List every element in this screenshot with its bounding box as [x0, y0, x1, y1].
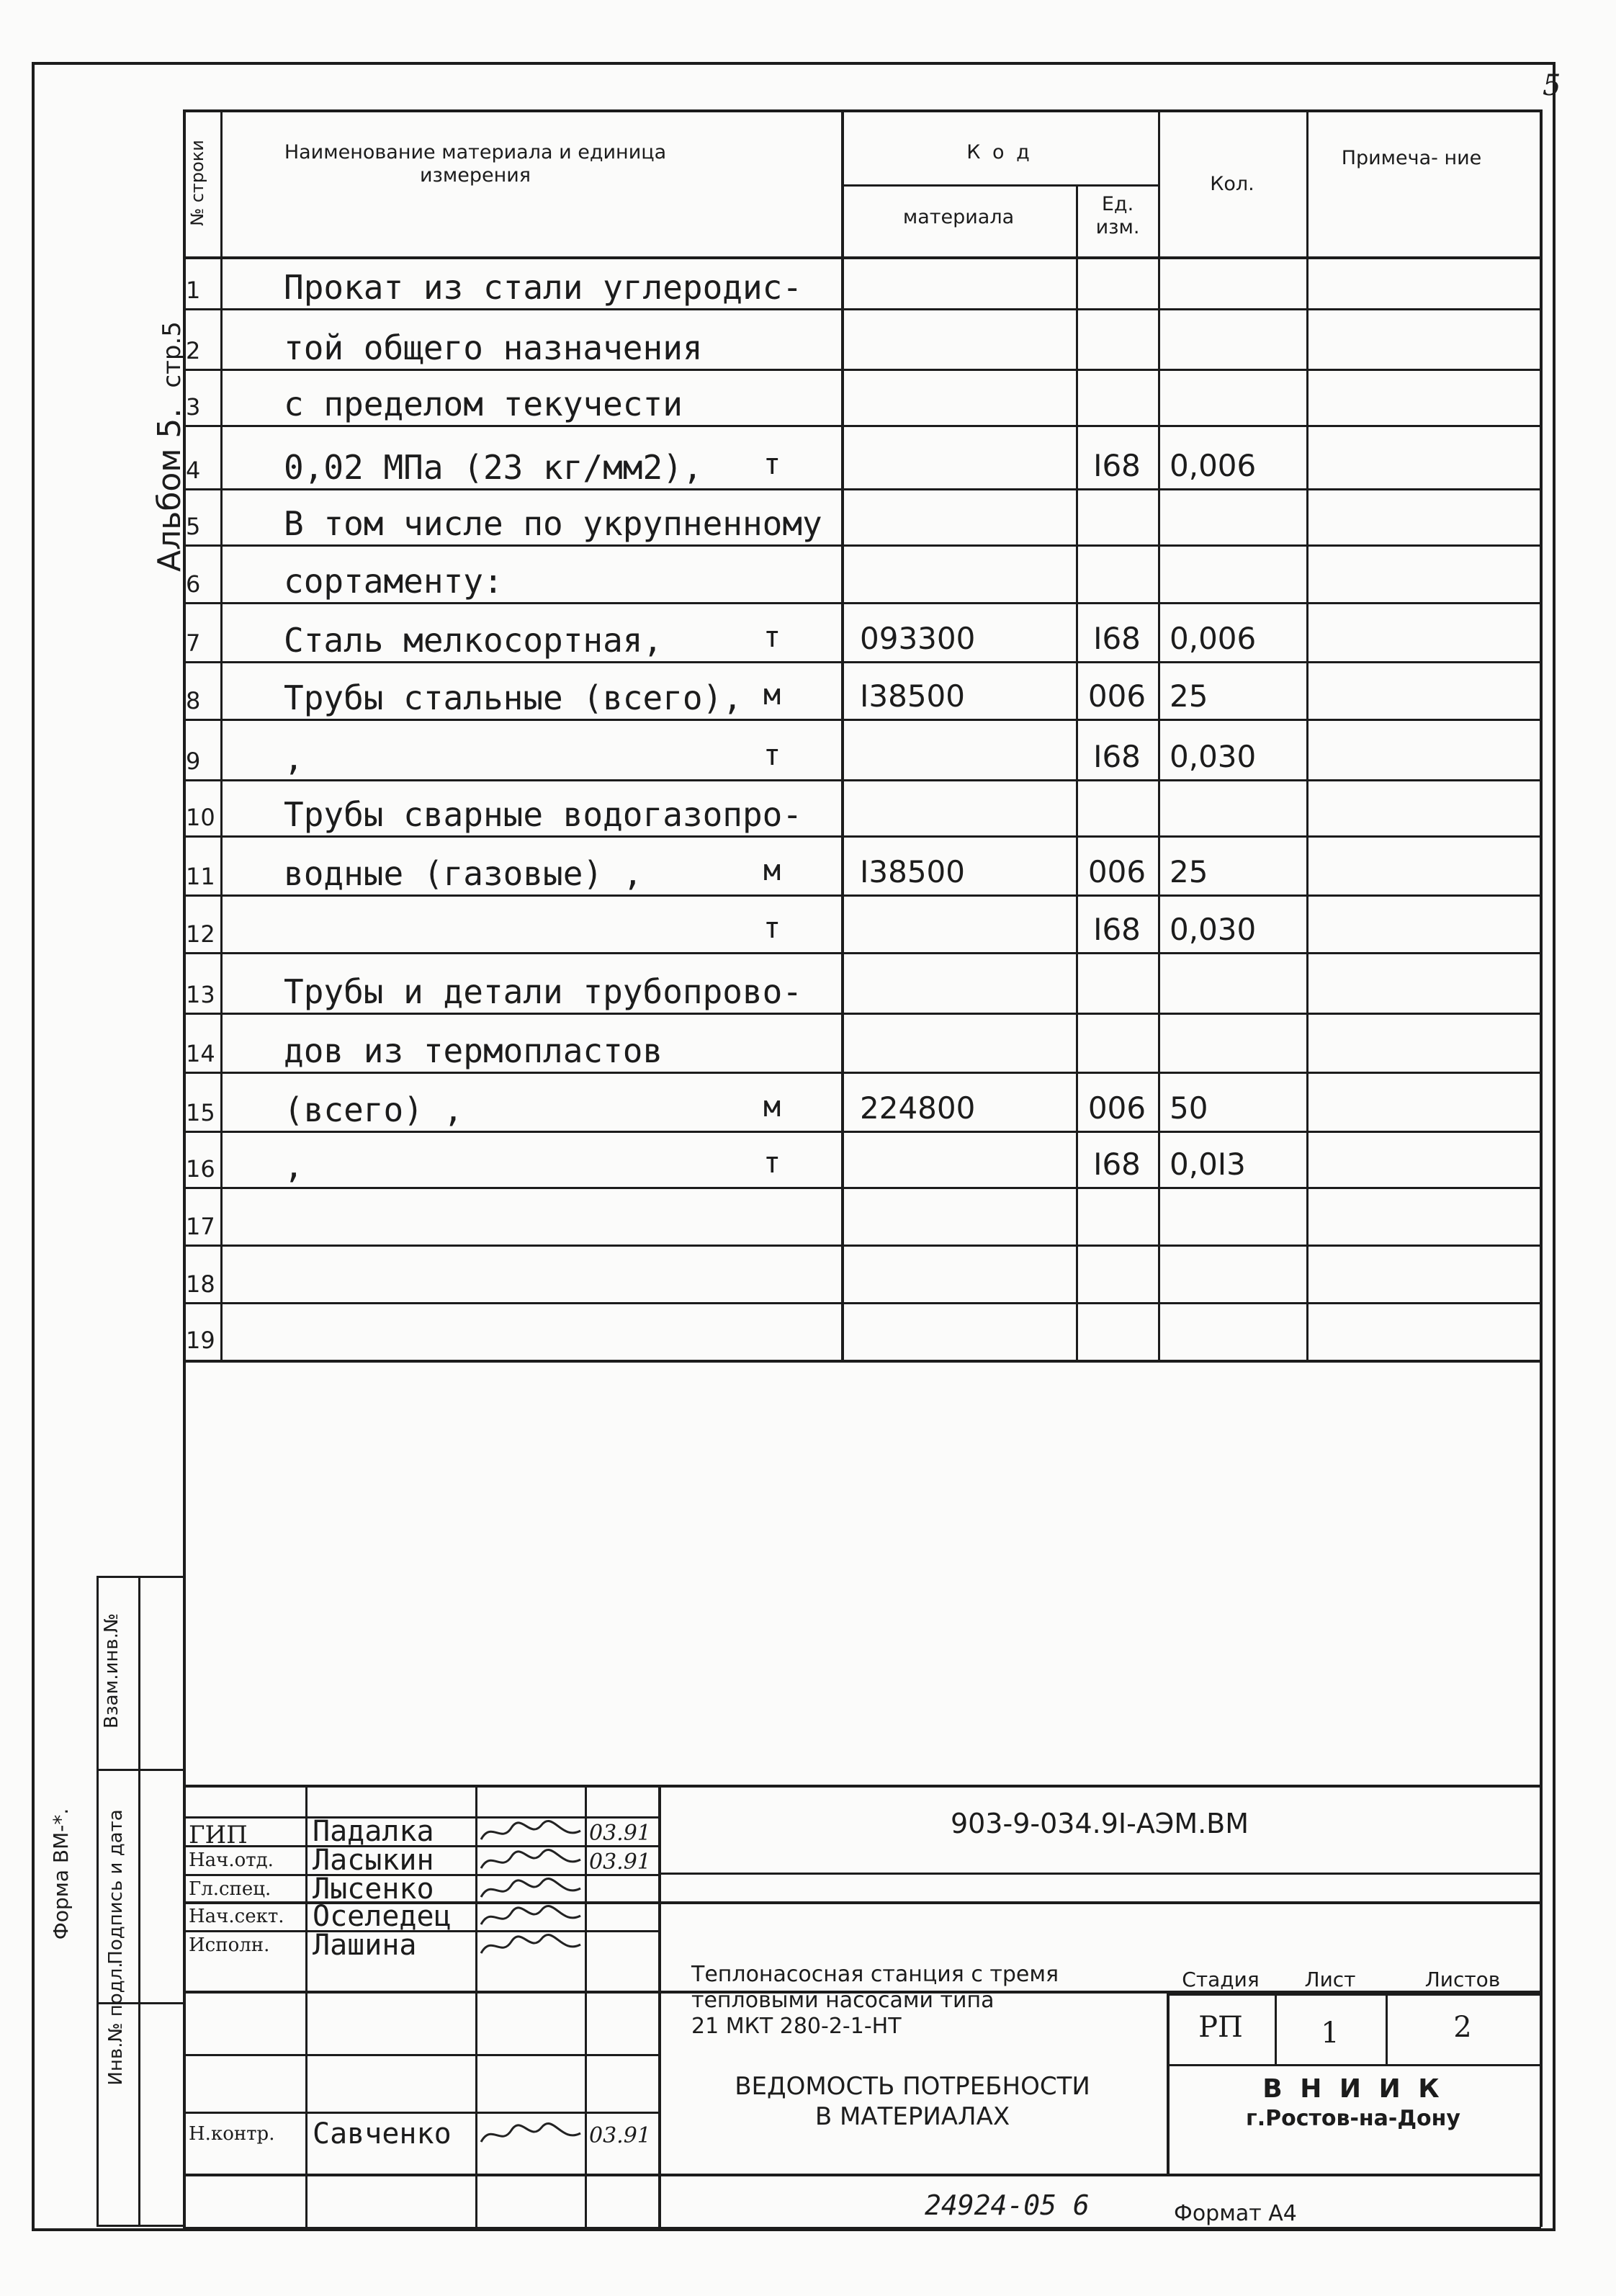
header-name: Наименование материала и единица измерения [284, 141, 667, 187]
row-code: 224800 [860, 1090, 976, 1126]
signer-role: Нач.сект. [189, 1906, 284, 1927]
signer-name: Падалка [313, 1815, 434, 1848]
project-line-3: 21 МКТ 280-2-1-НТ [691, 2014, 902, 2039]
row-number: 5 [186, 513, 201, 540]
project-line-1: Теплонасосная станция с тремя [691, 1962, 1059, 1987]
row-name: водные (газовые) , [284, 854, 643, 893]
organization: В Н И И К [1262, 2074, 1444, 2104]
header-note: Примеча- ние [1341, 147, 1482, 169]
table-row [183, 954, 1541, 1014]
stage-label: Стадия [1182, 1968, 1260, 1991]
table-row [183, 837, 1541, 896]
stage-value: РП [1198, 2011, 1243, 2044]
sheets-value: 2 [1453, 2011, 1472, 2044]
table-row [183, 663, 1541, 720]
row-number: 2 [186, 337, 201, 364]
header-code: К о д [966, 141, 1033, 163]
row-unit: 006 [1087, 854, 1146, 889]
header-qty: Кол. [1210, 173, 1254, 195]
album-page: стр.5 [158, 321, 187, 388]
row-number: 9 [186, 748, 201, 775]
row-unit-symbol: т [763, 448, 781, 481]
table-row [183, 1073, 1541, 1132]
stamp-sign: Подпись и дата [105, 1809, 127, 1965]
table-row [183, 426, 1541, 490]
row-name: Трубы и детали трубопрово- [284, 972, 803, 1011]
row-number: 6 [186, 570, 201, 598]
row-number: 8 [186, 687, 201, 714]
signer-role: ГИП [189, 1821, 248, 1849]
row-name: дов из термопластов [284, 1031, 663, 1070]
handwritten-signature [477, 1847, 585, 1875]
row-unit: I68 [1093, 621, 1141, 656]
table-row [183, 546, 1541, 604]
row-number: 15 [186, 1099, 215, 1126]
table-row [183, 490, 1541, 546]
signer-name: Лысенко [313, 1873, 434, 1906]
paper-format: Формат А4 [1174, 2201, 1297, 2226]
row-qty: 0,0I3 [1170, 1147, 1246, 1182]
stamp-replace: Взам.инв.№ [101, 1613, 122, 1728]
row-name: Прокат из стали углеродис- [284, 268, 803, 307]
project-line-2: тепловыми насосами типа [691, 1988, 995, 2013]
row-unit: I68 [1093, 912, 1141, 947]
table-row [183, 1132, 1541, 1188]
row-number: 10 [186, 804, 215, 831]
row-unit: 006 [1087, 678, 1146, 714]
handwritten-signature [477, 1875, 585, 1904]
row-number: 11 [186, 863, 215, 890]
signer-role: Исполн. [189, 1934, 270, 1956]
header-row-no: № строки [187, 140, 207, 226]
row-number: 3 [186, 393, 201, 421]
sheet-value: 1 [1321, 2017, 1339, 2050]
row-unit: I68 [1093, 448, 1141, 483]
row-number: 18 [186, 1270, 215, 1298]
document-code: 903-9-034.9I-АЭМ.ВМ [950, 1808, 1249, 1839]
row-name: сортаменту: [284, 562, 503, 601]
signer-name: Савченко [313, 2117, 452, 2151]
table-row [183, 310, 1541, 370]
row-qty: 0,030 [1170, 739, 1257, 774]
sheet-label: Лист [1304, 1968, 1356, 1991]
row-number: 14 [186, 1040, 215, 1067]
row-name: Трубы стальные (всего), [284, 678, 742, 717]
archive-number: 24924-05 6 [925, 2189, 1090, 2221]
row-number: 16 [186, 1155, 215, 1183]
row-unit: I68 [1093, 739, 1141, 774]
row-code: 093300 [860, 621, 976, 656]
table-row [183, 370, 1541, 426]
header-unit: Ед. изм. [1095, 193, 1140, 238]
row-number: 19 [186, 1327, 215, 1354]
row-qty: 25 [1170, 678, 1208, 714]
row-number: 12 [186, 920, 215, 948]
signature-date: 03.91 [589, 1821, 651, 1846]
organization-city: г.Ростов-на-Дону [1246, 2106, 1460, 2131]
row-name: , [284, 739, 304, 778]
row-number: 4 [186, 457, 201, 484]
row-unit-symbol: м [763, 1090, 781, 1124]
form-label: Форма ВМ-*. [49, 1808, 73, 1940]
header-row-no-cell [183, 109, 220, 256]
row-qty: 0,006 [1170, 448, 1257, 483]
row-name: , [284, 1147, 304, 1185]
album-text: Альбом 5. [151, 408, 188, 572]
row-number: 7 [186, 629, 201, 657]
table-row [183, 896, 1541, 954]
signer-role: Гл.спец. [189, 1878, 271, 1900]
handwritten-signature [477, 2120, 585, 2149]
signer-name: Ласыкин [313, 1844, 434, 1877]
row-qty: 50 [1170, 1090, 1208, 1126]
handwritten-signature [477, 1903, 585, 1932]
table-row [183, 1188, 1541, 1246]
table-row [183, 1014, 1541, 1073]
handwritten-signature [477, 1932, 585, 1960]
row-qty: 0,006 [1170, 621, 1257, 656]
doc-title-line-1: ВЕДОМОСТЬ ПОТРЕБНОСТИ [735, 2072, 1090, 2101]
signer-name: Лашина [313, 1929, 417, 1962]
row-name: В том числе по укрупненному [284, 504, 822, 543]
project-title [691, 1962, 1059, 2040]
row-qty: 0,030 [1170, 912, 1257, 947]
signer-role: Нач.отд. [189, 1849, 274, 1871]
table-row [183, 604, 1541, 663]
sheets-label: Листов [1424, 1968, 1501, 1991]
table-row [183, 781, 1541, 837]
stamp-inv: Инв.№ подл. [105, 1962, 127, 2086]
row-code: I38500 [860, 854, 965, 889]
row-unit: I68 [1093, 1147, 1141, 1182]
row-qty: 25 [1170, 854, 1208, 889]
row-unit-symbol: м [763, 854, 781, 887]
row-unit: 006 [1087, 1090, 1146, 1126]
doc-title-line-2: В МАТЕРИАЛАХ [814, 2102, 1010, 2131]
row-name: (всего) , [284, 1090, 464, 1129]
row-number: 13 [186, 981, 215, 1008]
page-number: 5 [1543, 69, 1561, 102]
table-row [183, 1246, 1541, 1304]
table-row [183, 1304, 1541, 1360]
signature-date: 03.91 [589, 1849, 651, 1875]
row-unit-symbol: м [763, 678, 781, 712]
row-number: 17 [186, 1213, 215, 1240]
row-name: с пределом текучести [284, 385, 683, 423]
row-name: той общего назначения [284, 328, 703, 367]
row-unit-symbol: т [763, 739, 781, 772]
signer-role: Н.контр. [189, 2123, 275, 2145]
row-code: I38500 [860, 678, 965, 714]
row-name: 0,02 МПа (23 кг/мм2), [284, 448, 703, 487]
handwritten-signature [477, 1818, 585, 1847]
row-unit-symbol: т [763, 621, 781, 654]
row-name: Сталь мелкосортная, [284, 621, 663, 660]
row-name: Трубы сварные водогазопро- [284, 795, 803, 834]
table-row [183, 256, 1541, 310]
row-unit-symbol: т [763, 912, 781, 945]
signer-name: Оселедец [313, 1900, 452, 1933]
header-material: материала [902, 206, 1015, 228]
signature-date: 03.91 [589, 2123, 651, 2148]
table-row [183, 720, 1541, 781]
row-unit-symbol: т [763, 1147, 781, 1180]
document-title [658, 2071, 1167, 2132]
row-number: 1 [186, 277, 201, 304]
